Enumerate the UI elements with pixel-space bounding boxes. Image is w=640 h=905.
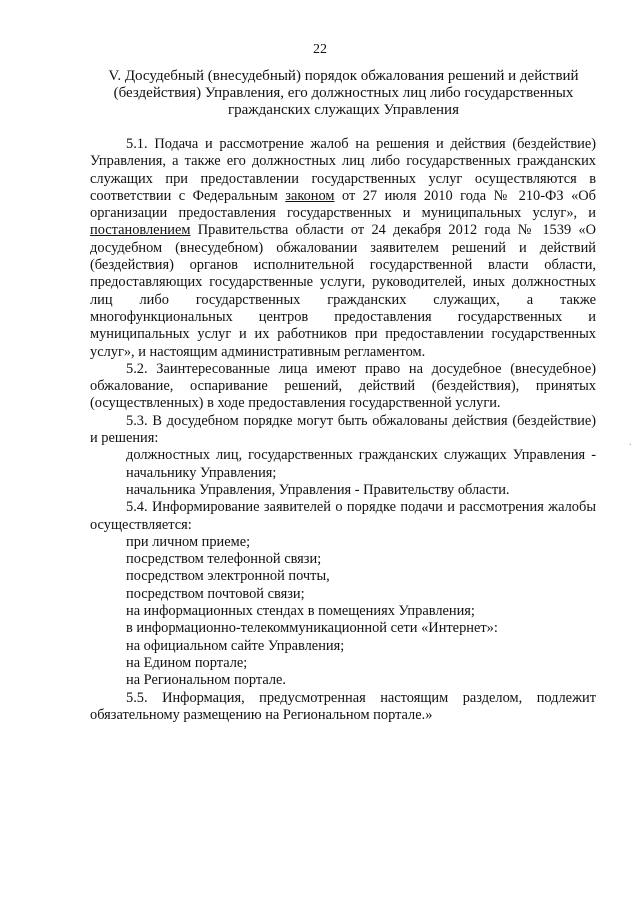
law-link[interactable]: законом: [285, 187, 335, 204]
paragraph-5-1-text-2: от 27 июля 2010 года № 210-ФЗ «Об организации предоставления государственных и муниципальных услуг», и: [90, 187, 596, 222]
document-body: [90, 136, 596, 724]
paragraph-5-4: 5.4. Информирование заявителей о порядке подачи и рассмотрения жалобы осуществляется:: [90, 499, 596, 533]
scan-mark: ·: [628, 440, 632, 451]
list-item: в информационно-телекоммуникационной сети «Интернет»:: [126, 620, 498, 637]
list-item: начальника Управления, Управления - Правительству области.: [126, 481, 510, 498]
list-item: посредством электронной почты,: [126, 568, 330, 585]
list-item: на Региональном портале.: [126, 672, 287, 689]
list-item: при личном приеме;: [126, 533, 251, 550]
paragraph-5-3: 5.3. В досудебном порядке могут быть обжалованы действия (бездействие) и решения:: [90, 412, 596, 447]
section-heading: V. Досудебный (внесудебный) порядок обжалования решений и действий (бездействия) Управления, его должностных лиц либо государственных гражданских служащих Управления: [108, 68, 579, 118]
page-number: 22: [313, 42, 327, 57]
list-item: посредством почтовой связи;: [126, 585, 305, 602]
paragraph-5-1: [90, 136, 596, 361]
list-item: на информационных стендах в помещениях Управления;: [126, 603, 475, 620]
list-item: на официальном сайте Управления;: [126, 637, 345, 654]
list-item: посредством телефонной связи;: [126, 551, 322, 568]
paragraph-5-1-text-1: 5.1. Подача и рассмотрение жалоб на решения и действия (бездействие) Управления, а также его должностных лиц либо государственных гражданских служащих при предоставлении государственных услуг осуществляются в соответствии с Федеральным: [90, 136, 596, 204]
resolution-link[interactable]: постановлением: [90, 222, 191, 239]
list-item: должностных лиц, государственных гражданских служащих Управления - начальнику Управления;: [126, 447, 596, 481]
paragraph-5-5: 5.5. Информация, предусмотренная настоящим разделом, подлежит обязательному размещению на Региональном портале.»: [90, 689, 596, 723]
paragraph-5-1-text-3: Правительства области от 24 декабря 2012 года № 1539 «О досудебном (внесудебном) обжаловании заявителем решений и действий (бездействия) органов исполнительной государственной власти области, предоставляющих государственные услуги, руководителей, иных должностных лиц либо государственных гражданских служащих, а также многофункциональных центров предоставления государственных и муниципальных услуг и их работников при предоставлении государственных услуг», и настоящим административным регламентом.: [90, 222, 596, 360]
paragraph-5-2: 5.2. Заинтересованные лица имеют право на досудебное (внесудебное) обжалование, оспаривание решений, действий (бездействия), принятых (осуществленных) в ходе предоставления государственной услуги.: [90, 360, 596, 412]
list-item: на Едином портале;: [126, 654, 248, 671]
